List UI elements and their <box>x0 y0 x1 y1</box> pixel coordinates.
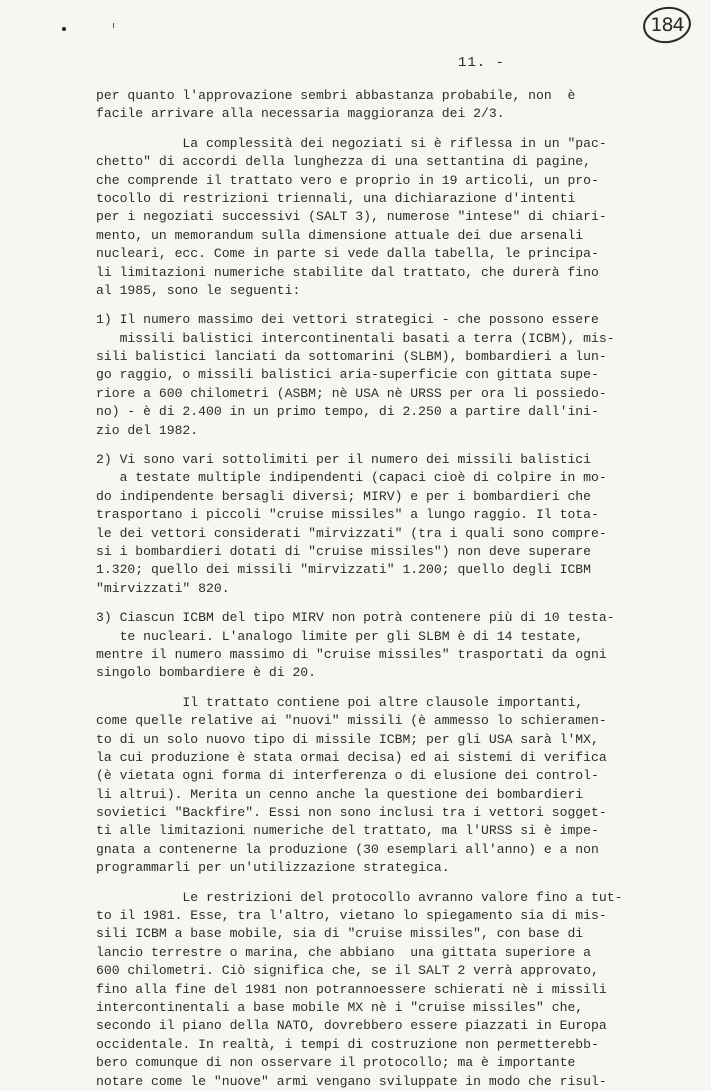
paragraph <box>96 451 656 598</box>
text-line: "mirvizzati" 820. <box>96 580 230 596</box>
text-line: tocollo di restrizioni triennali, una dichiarazione d'intenti <box>96 190 576 206</box>
text-line: per quanto l'approvazione sembri abbastanza probabile, non è <box>96 88 576 103</box>
text-line: (è vietata ogni forma di interferenza o di elusione dei control- <box>96 768 599 784</box>
paragraph <box>96 694 656 878</box>
text-line: bero comunque di non osservare il protocollo; ma è importante <box>96 1055 576 1071</box>
text-line: fino alla fine del 1981 non potrannoessere schierati nè i missili <box>96 981 607 997</box>
text-line: sili balistici lanciati da sottomarini (SLBM), bombardieri a lun- <box>96 349 607 365</box>
text-line: facile arrivare alla necessaria maggioranza dei 2/3. <box>96 106 505 122</box>
text-line: li limitazioni numeriche stabilite dal trattato, che durerà fino <box>96 264 599 280</box>
paragraph <box>96 87 656 124</box>
page-stamp <box>641 4 693 46</box>
text-line: programmarli per un'utilizzazione strategica. <box>96 860 450 876</box>
text-line: no) - è di 2.400 in un primo tempo, di 2.250 a partire dall'ini- <box>96 404 599 420</box>
text-line: singolo bombardiere è di 20. <box>96 665 317 681</box>
text-line: secondo il piano della NATO, dovrebbero essere piazzati in Europa <box>96 1018 607 1034</box>
paragraph-gap <box>96 878 656 889</box>
text-line: go raggio, o missili balistici aria-superficie con gittata supe- <box>96 367 599 383</box>
text-line: notare come le "nuove" armi vengano sviluppate in modo che risul- <box>96 1073 607 1089</box>
text-line: nucleari, ecc. Come in parte si vede dalla tabella, le principa- <box>96 246 599 262</box>
stamp-number: 184 <box>650 14 684 36</box>
text-line: si i bombardieri dotati di "cruise missiles") non deve superare <box>96 543 592 559</box>
text-line: li altrui). Merita un cenno anche la questione dei bombardieri <box>96 786 584 802</box>
text-line: occidentale. In realtà, i tempi di costruzione non permetterebb- <box>96 1036 599 1052</box>
text-line: te nucleari. L'analogo limite per gli SLBM è di 14 testate, <box>96 628 584 644</box>
paragraph <box>96 311 656 440</box>
text-line: gnata a contenerne la produzione (30 esemplari all'anno) e a non <box>96 841 599 857</box>
text-line: 1) Il numero massimo dei vettori strategici - che possono essere <box>96 312 599 328</box>
text-line: come quelle relative ai "nuovi" missili (è ammesso lo schieramen- <box>96 713 607 729</box>
text-line: per i negoziati successivi (SALT 3), numerose "intese" di chiari- <box>96 209 607 225</box>
text-line: 1.320; quello dei missili "mirvizzati" 1.200; quello degli ICBM <box>96 562 592 578</box>
text-line: Le restrizioni del protocollo avranno valore fino a tut- <box>96 889 623 905</box>
body-text <box>96 87 656 1091</box>
margin-tick <box>113 23 114 28</box>
text-line: a testate multiple indipendenti (capaci cioè di colpire in mo- <box>96 470 607 486</box>
paragraph <box>96 889 656 1091</box>
text-line: 600 chilometri. Ciò significa che, se il SALT 2 verrà approvato, <box>96 963 599 979</box>
text-line: sovietici "Backfire". Essi non sono inclusi tra i vettori sogget- <box>96 805 607 821</box>
text-line: riore a 600 chilometri (ASBM; nè USA nè URSS per ora li possiedo- <box>96 385 607 401</box>
text-line: La complessità dei negoziati si è riflessa in un "pac- <box>96 135 607 151</box>
text-line: 3) Ciascun ICBM del tipo MIRV non potrà contenere più di 10 testa- <box>96 610 615 626</box>
text-line: chetto" di accordi della lunghezza di una settantina di pagine, <box>96 154 592 170</box>
text-line: ti alle limitazioni numeriche del trattato, ma l'URSS si è impe- <box>96 823 599 839</box>
paragraph-gap <box>96 300 656 311</box>
margin-dot <box>62 27 66 31</box>
paragraph-gap <box>96 124 656 135</box>
page-number: 11. - <box>458 55 506 71</box>
paragraph-gap <box>96 440 656 451</box>
text-line: zio del 1982. <box>96 422 199 438</box>
text-line: la cui produzione è stata ormai decisa) ed ai sistemi di verifica <box>96 749 607 765</box>
text-line: trasportano i piccoli "cruise missiles" a lungo raggio. Il tota- <box>96 507 599 523</box>
text-line: intercontinentali a base mobile MX nè i "cruise missiles" che, <box>96 999 584 1015</box>
text-line: mento, un memorandum sulla dimensione attuale dei due arsenali <box>96 227 584 243</box>
paragraph-gap <box>96 598 656 609</box>
paragraph <box>96 609 656 683</box>
text-line: le dei vettori considerati "mirvizzati" (tra i quali sono compre- <box>96 525 607 541</box>
text-line: to il 1981. Esse, tra l'altro, vietano lo spiegamento sia di mis- <box>96 908 607 924</box>
text-line: al 1985, sono le seguenti: <box>96 282 301 298</box>
text-line: che comprende il trattato vero e proprio in 19 articoli, un pro- <box>96 172 599 188</box>
text-line: to di un solo nuovo tipo di missile ICBM; per gli USA sarà l'MX, <box>96 731 599 747</box>
text-line: 2) Vi sono vari sottolimiti per il numero dei missili balistici <box>96 452 592 468</box>
text-line: do indipendente bersagli diversi; MIRV) e per i bombardieri che <box>96 488 592 504</box>
text-line: mentre il numero massimo di "cruise missiles" trasportati da ogni <box>96 646 607 662</box>
text-line: Il trattato contiene poi altre clausole importanti, <box>96 694 584 710</box>
text-line: sili ICBM a base mobile, sia di "cruise missiles", con base di <box>96 926 584 942</box>
paragraph-gap <box>96 683 656 694</box>
text-line: missili balistici intercontinentali basati a terra (ICBM), mis- <box>96 330 615 346</box>
text-line: lancio terrestre o marina, che abbiano una gittata superiore a <box>96 944 592 960</box>
paragraph <box>96 135 656 301</box>
